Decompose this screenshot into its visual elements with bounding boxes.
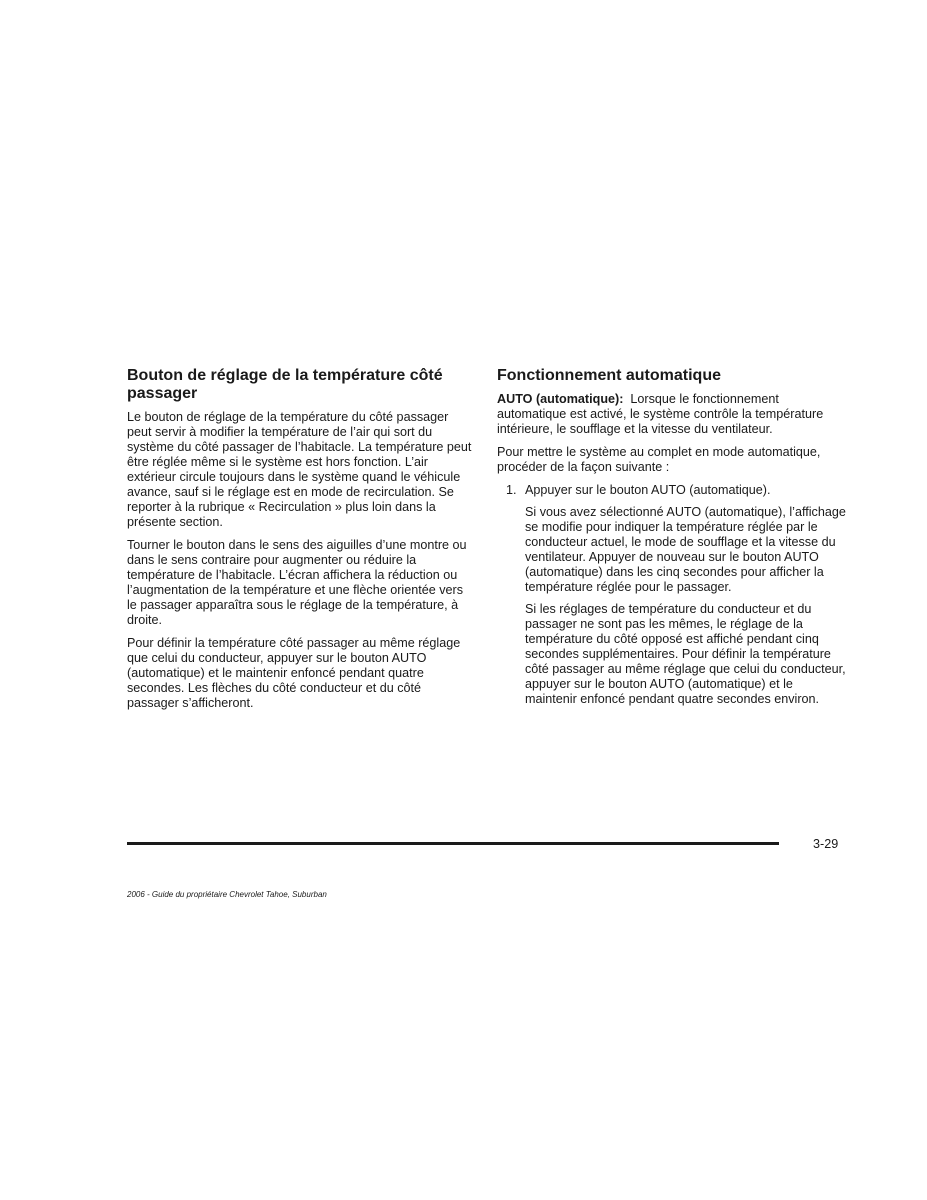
footer-text: 2006 - Guide du propriétaire Chevrolet Tahoe, Suburban xyxy=(127,890,327,899)
paragraph: Pour définir la température côté passager au même réglage que celui du conducteur, appuyer sur le bouton AUTO (automatique) et le maintenir enfoncé pendant quatre secondes. Les flèches du côté conducteur et du côté passager s’afficheront. xyxy=(127,636,461,710)
step-text: Appuyer sur le bouton AUTO (automatique). xyxy=(525,483,771,497)
section-heading-passenger-temperature: Bouton de réglage de la température côté passager xyxy=(127,367,443,402)
lead-text: Lorsque le fonctionnement automatique est activé, le système contrôle la température intérieure, le soufflage et la vitesse du ventilateur. xyxy=(497,392,824,436)
steps-list xyxy=(497,483,847,707)
paragraph: Pour mettre le système au complet en mode automatique, procéder de la façon suivante : xyxy=(497,445,821,474)
left-column xyxy=(127,367,475,719)
section-heading-automatic-operation: Fonctionnement automatique xyxy=(497,367,721,384)
paragraph: Tourner le bouton dans le sens des aiguilles d’une montre ou dans le sens contraire pour augmenter ou réduire la température de l’habitacle. L’écran affichera la réduction ou l’augmentation de la température et une flèche orientée vers le passager apparaîtra sous le réglage de la température, à droite. xyxy=(127,538,467,627)
lead-term: AUTO (automatique): xyxy=(497,392,624,406)
list-item xyxy=(497,483,847,707)
page-number: 3-29 xyxy=(813,837,839,851)
paragraph xyxy=(497,392,847,437)
step-detail: Si vous avez sélectionné AUTO (automatique), l’affichage se modifie pour indiquer la température réglée par le conducteur actuel, le mode de soufflage et la vitesse du ventilateur. Appuyer de nouveau sur le bouton AUTO (automatique) dans les cinq secondes pour afficher la température réglée pour le passager. xyxy=(525,505,846,594)
right-column xyxy=(497,367,847,714)
step-detail: Si les réglages de température du conducteur et du passager ne sont pas les mêmes, le réglage de la température du côté opposé est affiché pendant cinq secondes supplémentaires. Pour définir la température côté passager au même réglage que celui du conducteur, appuyer sur le bouton AUTO (automatique) et le maintenir enfoncé pendant quatre secondes environ. xyxy=(525,602,846,706)
footer-rule xyxy=(127,842,779,845)
paragraph: Le bouton de réglage de la température du côté passager peut servir à modifier la température de l’air qui sort du système du côté passager de l’habitacle. La température peut être réglée même si le système est hors fonction. L’air extérieur circule toujours dans le système quand le véhicule avance, sauf si le réglage est en mode de recirculation. Se reporter à la rubrique « Recirculation » plus loin dans la présente section. xyxy=(127,410,472,529)
step-number: 1. xyxy=(506,483,517,497)
